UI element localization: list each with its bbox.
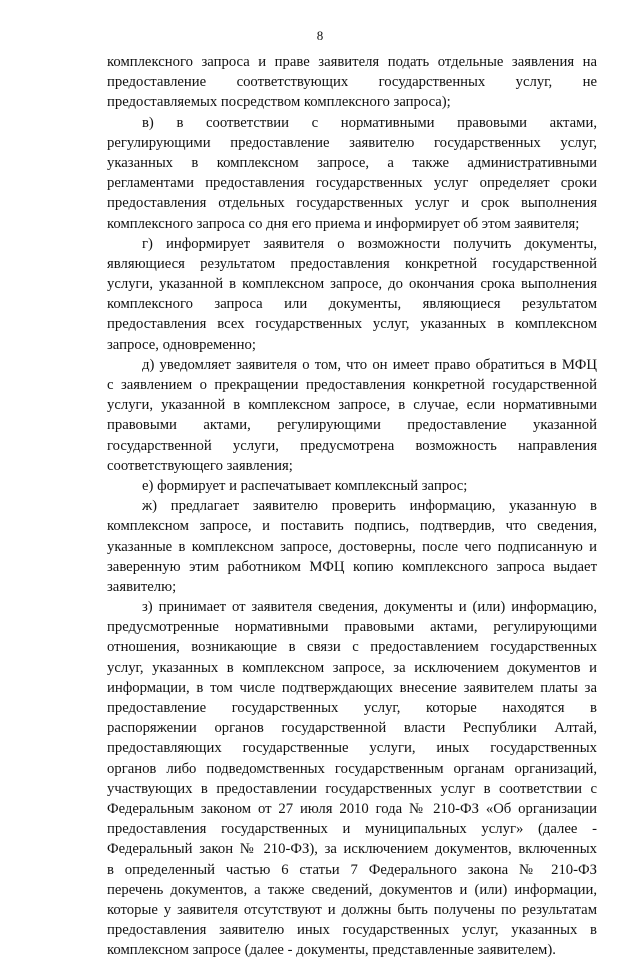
text-line: комплексного запроса или документы, являющиеся результатом (107, 296, 597, 313)
text-line: в) в соответствии с нормативными правовыми актами, (142, 114, 597, 131)
text-line: предоставления отдельных государственных услуг и срок выполнения (107, 195, 597, 212)
text-line: правовыми актами, регулирующими предоставление указанной (107, 417, 597, 434)
text-line: ж) предлагает заявителю проверить информацию, указанную в (142, 498, 597, 515)
text-line: комплексного запроса и праве заявителя подать отдельные заявления на (107, 54, 597, 70)
text-line: услуги, указанной в комплексном запросе, в случае, если нормативными (107, 397, 597, 414)
text-line: предоставление соответствующих государственных услуг, не (107, 74, 597, 91)
text-line: распоряжении органов государственной власти Республики Алтай, (107, 720, 597, 737)
text-line: являющиеся результатом предоставления конкретной государственной (107, 255, 597, 272)
text-line: е) формирует и распечатывает комплексный запрос; (142, 477, 468, 494)
text-line: государственной услуги, предусмотрена возможность направления (107, 437, 597, 454)
text-line: соответствующего заявления; (107, 457, 293, 474)
text-line: з) принимает от заявителя сведения, документы и (или) информацию, (142, 599, 597, 616)
text-line: д) уведомляет заявителя о том, что он имеет право обратиться в МФЦ (142, 356, 597, 373)
text-line: комплексном запросе, и поставить подпись, подтвердив, что сведения, (107, 518, 597, 535)
text-line: комплексного запроса со дня его приема и информирует об этом заявителя; (107, 215, 580, 232)
text-line: заверенную этим работником МФЦ копию комплексного запроса выдает (107, 558, 597, 575)
paragraph-p-z (107, 597, 597, 960)
text-line: Федеральным законом от 27 июля 2010 года № 210-ФЗ «Об организации (107, 800, 597, 817)
paragraph-p0 (107, 52, 597, 113)
text-line: с заявлением о прекращении предоставления конкретной государственной (107, 377, 597, 393)
text-line: предоставления всех государственных услуг, указанных в комплексном (107, 316, 597, 333)
text-line: предоставления заявителю иных государственных услуг, указанных в (107, 922, 597, 939)
text-line: указанных в комплексном запросе, а также административными (107, 154, 597, 171)
document-body (107, 52, 597, 960)
text-line: заявителю; (107, 578, 177, 595)
text-line: услуг, указанных в комплексном запросе, за исключением документов и (107, 659, 597, 676)
text-line: регламентами предоставления государственных услуг определяет сроки (107, 175, 597, 192)
text-line: предоставляющих государственные услуги, иных государственных (107, 740, 597, 757)
text-line: комплексном запросе (далее - документы, представленные заявителем). (107, 942, 556, 959)
text-line: участвующих в предоставлении государственных услуг в соответствии с (107, 780, 597, 797)
paragraph-p-d (107, 355, 597, 476)
text-line: услуги, указанной в комплексном запросе, до окончания срока выполнения (107, 276, 597, 293)
text-line: запросе, одновременно; (107, 336, 256, 353)
text-line: предусмотренные нормативными правовыми актами, регулирующими (107, 619, 597, 636)
text-line: указанные в комплексном запросе, достоверны, после чего подписанную и (107, 538, 597, 555)
paragraph-p-g (107, 234, 597, 355)
text-line: в определенный частью 6 статьи 7 Федерального закона № 210-ФЗ (107, 861, 597, 878)
paragraph-p-zh (107, 496, 597, 597)
text-line: г) информирует заявителя о возможности получить документы, (142, 235, 597, 252)
text-line: предоставление государственных услуг, которые находятся в (107, 700, 597, 716)
text-line: которые у заявителя отсутствуют и должны быть получены по результатам (107, 901, 597, 918)
page-number: 8 (316, 28, 324, 43)
text-line: предоставляемых посредством комплексного запроса); (107, 94, 451, 111)
text-line: информации, в том числе подтверждающих внесение заявителем платы за (107, 679, 597, 696)
text-line: регулирующими предоставление заявителю государственных услуг, (107, 134, 597, 151)
text-line: органов либо подведомственных государственным органам организаций, (107, 760, 597, 777)
text-line: Федеральный закон № 210-ФЗ), за исключением документов, включенных (107, 841, 597, 858)
paragraph-p-e (107, 476, 597, 496)
text-line: отношения, возникающие в связи с предоставлением государственных (107, 639, 597, 656)
text-line: предоставления государственных и муниципальных услуг» (далее - (107, 821, 597, 838)
text-line: перечень документов, а также сведений, документов и (или) информации, (107, 881, 597, 898)
paragraph-p-v (107, 113, 597, 234)
